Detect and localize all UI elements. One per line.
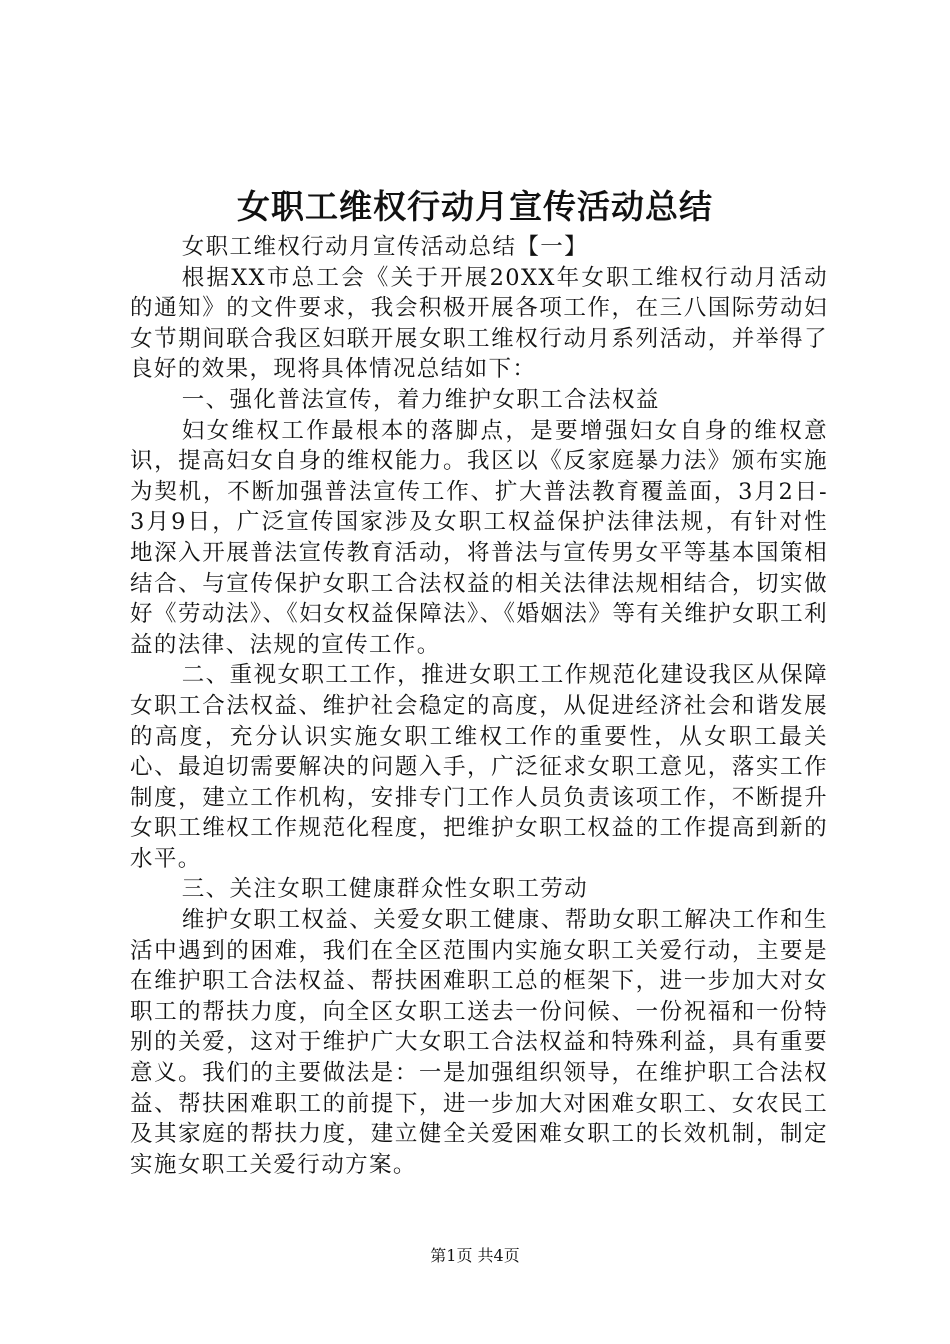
document-body [130,232,828,1180]
paragraph-subtitle: 女职工维权行动月宣传活动总结【一】 [181,234,589,260]
page-number-footer: 第1页 共4页 [430,1246,520,1265]
document-title: 女职工维权行动月宣传活动总结 [237,187,713,226]
paragraph-section-2: 二、重视女职工工作，推进女职工工作规范化建设我区从保障女职工合法权益、维护社会稳定的高度，从促进经济社会和谐发展的高度，充分认识实施女职工维权工作的重要性，从女职工最关心、最迫切需要解决的问题入手，广泛征求女职工意见，落实工作制度，建立工作机构，安排专门工作人员负责该项工作，不断提升女职工维权工作规范化程度，把维护女职工权益的工作提高到新的水平。 [130,662,828,872]
section-heading-1: 一、强化普法宣传，着力维护女职工合法权益 [181,386,660,413]
paragraph-intro: 根据XX市总工会《关于开展20XX年女职工维权行动月活动的通知》的文件要求，我会积极开展各项工作，在三八国际劳动妇女节期间联合我区妇联开展女职工维权行动月系列活动，并举得了良好的效果，现将具体情况总结如下： [130,264,828,383]
paragraph-section-3: 维护女职工权益、关爱女职工健康、帮助女职工解决工作和生活中遇到的困难，我们在全区范围内实施女职工关爱行动，主要是在维护职工合法权益、帮扶困难职工总的框架下，进一步加大对女职工的帮扶力度，向全区女职工送去一份问候、一份祝福和一份特别的关爱，这对于维护广大女职工合法权益和特殊利益，具有重要意义。我们的主要做法是：一是加强组织领导，在维护职工合法权益、帮扶困难职工的前提下，进一步加大对困难女职工、女农民工及其家庭的帮扶力度，建立健全关爱困难女职工的长效机制，制定实施女职工关爱行动方案。 [130,907,828,1178]
section-heading-3: 三、关注女职工健康群众性女职工劳动 [181,876,589,903]
paragraph-section-1: 妇女维权工作最根本的落脚点，是要增强妇女自身的维权意识，提高妇女自身的维权能力。我区以《反家庭暴力法》颁布实施为契机，不断加强普法宣传工作、扩大普法教育覆盖面，3月2日-3月9日，广泛宣传国家涉及女职工权益保护法律法规，有针对性地深入开展普法宣传教育活动，将普法与宣传男女平等基本国策相结合、与宣传保护女职工合法权益的相关法律法规相结合，切实做好《劳动法》、《妇女权益保障法》、《婚姻法》等有关维护女职工利益的法律、法规的宣传工作。 [130,417,828,658]
